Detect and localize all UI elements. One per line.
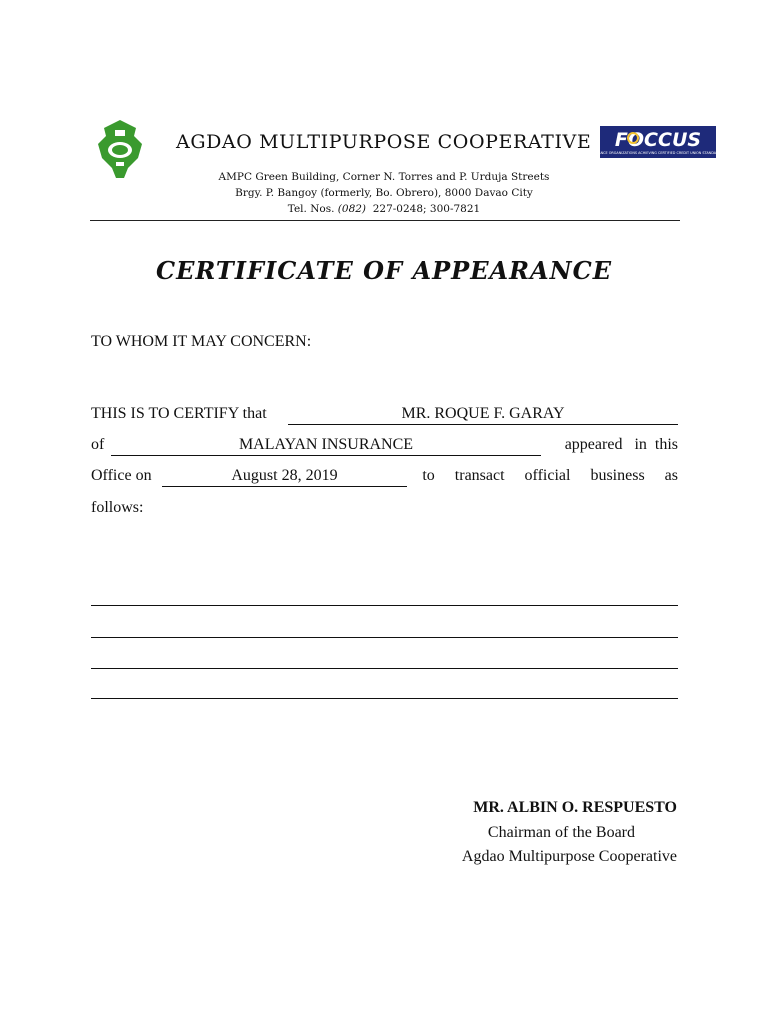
telephone-line (0, 203, 768, 215)
blank-line (91, 605, 678, 606)
salutation: TO WHOM IT MAY CONCERN: (91, 333, 312, 350)
of-label: of (91, 436, 105, 453)
address-line-2: Brgy. P. Bangoy (formerly, Bo. Obrero), 8000 Davao City (235, 187, 533, 199)
tel-area-code: (082) (337, 203, 367, 215)
address-line-1: AMPC Green Building, Corner N. Torres and P. Urduja Streets (218, 171, 550, 183)
company-row (91, 436, 678, 458)
tel-numbers: 227-0248; 300-7821 (372, 203, 481, 215)
organization-name: AGDAO MULTIPURPOSE COOPERATIVE (176, 131, 592, 153)
certify-row (91, 405, 678, 427)
signatory-title: Chairman of the Board (487, 824, 635, 841)
blank-line (91, 698, 678, 699)
signatory-organization: Agdao Multipurpose Cooperative (461, 848, 677, 865)
header-divider (90, 220, 680, 221)
person-name-field: MR. ROQUE F. GARAY (288, 405, 678, 425)
certify-prefix: THIS IS TO CERTIFY that (91, 405, 267, 422)
foccus-tagline: FINANCE ORGANIZATIONS ACHIEVING CERTIFIED CREDIT UNION STANDARDS (592, 151, 724, 155)
foccus-logo (592, 126, 724, 158)
office-on-label: Office on (91, 467, 152, 484)
date-row (91, 467, 678, 489)
foccus-logo-text: FOCCUS (614, 129, 702, 151)
follows-row (91, 499, 678, 521)
blank-line (91, 668, 678, 669)
appeared-text: appeared in this (564, 436, 678, 453)
date-field: August 28, 2019 (162, 467, 407, 487)
transact-text: to transact official business as (422, 467, 678, 484)
company-field: MALAYAN INSURANCE (111, 436, 541, 456)
signatory-name: MR. ALBIN O. RESPUESTO (473, 799, 677, 816)
tel-label: Tel. Nos. (287, 203, 335, 215)
follows-label: follows: (91, 499, 144, 516)
document-title: CERTIFICATE OF APPEARANCE (155, 256, 612, 285)
blank-line (91, 637, 678, 638)
